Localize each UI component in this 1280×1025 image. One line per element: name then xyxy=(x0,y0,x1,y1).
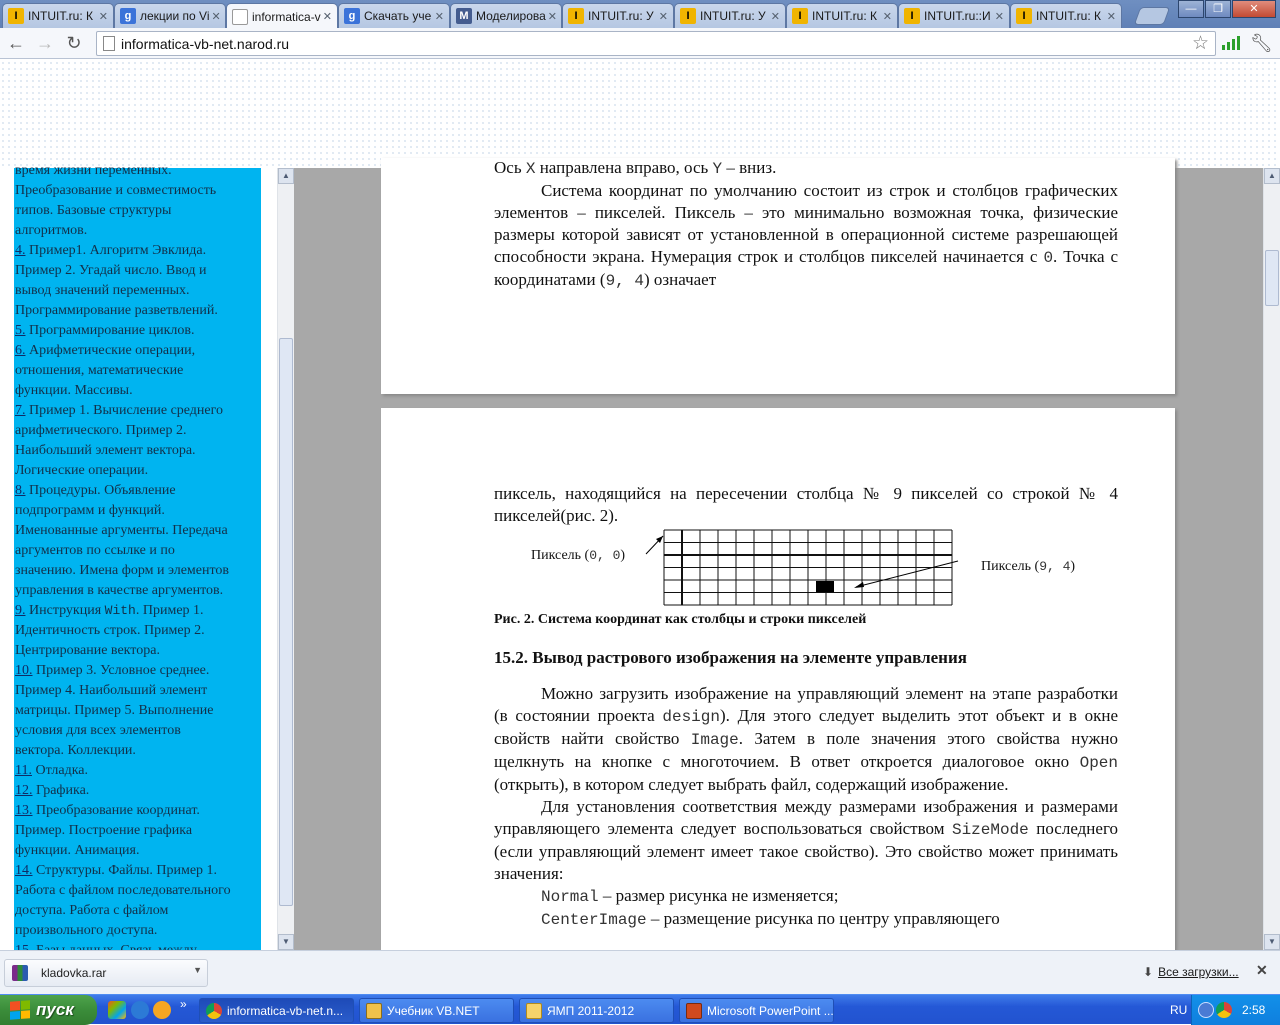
toc-item-text: Пример1. Алгоритм Эвклида. xyxy=(25,243,207,258)
scrollbar-thumb[interactable] xyxy=(1265,250,1279,306)
tab-intuit-2[interactable] xyxy=(562,3,674,28)
tab-intuit-4[interactable] xyxy=(786,3,898,28)
toc-link-14[interactable]: 14. xyxy=(15,863,33,878)
toc-line: Пример 4. Наибольший элемент xyxy=(15,683,208,698)
google-icon: g xyxy=(344,8,360,24)
tab-title: INTUIT.ru: У xyxy=(700,9,766,23)
intuit-icon: I xyxy=(904,8,920,24)
toc-line: значению. Имена форм и элементов xyxy=(15,563,230,578)
taskbar-button-chrome[interactable] xyxy=(199,998,354,1023)
toc-item-7 xyxy=(15,401,265,421)
toc-item-9 xyxy=(15,601,265,621)
sidebar-scrollbar[interactable] xyxy=(277,168,294,950)
toc-link-13[interactable]: 13. xyxy=(15,803,33,818)
close-icon[interactable]: ✕ xyxy=(658,10,668,23)
toc-line: Центрирование вектора. xyxy=(15,643,160,658)
document-scrollbar[interactable] xyxy=(1263,168,1280,950)
toc-item-text: Структуры. Файлы. Пример 1. xyxy=(32,863,218,878)
browser-toolbar xyxy=(0,28,1280,59)
close-icon[interactable]: ✕ xyxy=(770,10,780,23)
scroll-down-arrow-icon[interactable]: ▼ xyxy=(1264,934,1280,950)
page-icon xyxy=(232,9,248,25)
forward-button[interactable]: → xyxy=(36,33,54,53)
window-controls xyxy=(1177,0,1276,18)
toc-link-4[interactable]: 4. xyxy=(15,243,26,258)
tab-informatica[interactable] xyxy=(226,3,338,29)
start-label: пуск xyxy=(36,1000,74,1019)
toc-item-text: Процедуры. Объявление xyxy=(25,483,176,498)
task-label: Учебник VB.NET xyxy=(387,1003,480,1018)
chevron-down-icon[interactable]: ▼ xyxy=(193,965,202,975)
tab-intuit-3[interactable] xyxy=(674,3,786,28)
tab-download[interactable] xyxy=(338,3,450,28)
toc-line: Идентичность строк. Пример 2. xyxy=(15,623,205,638)
downloads-bar xyxy=(0,950,1280,994)
toc-link-10[interactable]: 10. xyxy=(15,663,33,678)
toc-line: Пример. Построение графика xyxy=(15,823,193,838)
scroll-down-arrow-icon[interactable]: ▼ xyxy=(278,934,294,950)
paragraph: Ось X направлена вправо, ось Y – вниз. xyxy=(494,158,777,178)
toc-item-11 xyxy=(15,761,265,781)
page-banner xyxy=(0,60,1280,168)
close-icon[interactable]: ✕ xyxy=(434,10,444,23)
toc-item-12 xyxy=(15,781,265,801)
back-button[interactable]: ← xyxy=(7,33,25,53)
figure-label-left: Пиксель (0, 0) xyxy=(531,548,626,563)
download-item[interactable] xyxy=(4,959,208,987)
sidebar-toc xyxy=(14,163,261,950)
toc-line: произвольного доступа. xyxy=(15,923,158,938)
url-text[interactable]: informatica-vb-net.narod.ru xyxy=(121,36,290,52)
toc-link-5[interactable]: 5. xyxy=(15,323,26,338)
intuit-icon: I xyxy=(792,8,808,24)
system-tray xyxy=(1191,995,1280,1025)
paragraph: Для установления соответствия между размерами изображения и размерами управляющего элемента следует воспользоваться свойством SizeMode последнего (если управляющий элемент имеет такое свойство). Это свойство может принимать значения: xyxy=(494,797,1119,883)
task-label: Microsoft PowerPoint ... xyxy=(707,1003,834,1018)
paragraph: Система координат по умолчанию состоит из строк и столбцов графических элементов – пикселей. Пиксель – это минимально возможная точка, физические размеры которой зависят от установленной в операционной системе разрешающей способности экрана. Нумерация строк и столбцов пикселей начинается с 0. Точка с координатами (9, 4) означает xyxy=(494,181,1119,290)
close-icon[interactable]: ✕ xyxy=(994,10,1004,23)
tab-title: INTUIT.ru: У xyxy=(588,9,654,23)
internet-explorer-icon[interactable] xyxy=(131,1001,149,1019)
document-page xyxy=(381,408,1175,968)
page-text xyxy=(494,483,1118,931)
page-text xyxy=(494,157,1118,292)
toc-line: алгоритмов. xyxy=(15,223,88,238)
toc-line: время жизни переменных. xyxy=(15,163,172,178)
toc-line: аргументов по ссылке и по xyxy=(15,543,175,558)
language-indicator[interactable]: RU xyxy=(1170,1003,1188,1017)
google-icon: g xyxy=(120,8,136,24)
list-item: CenterImage – размещение рисунка по центру управляющего xyxy=(541,909,1000,929)
start-button[interactable] xyxy=(0,995,97,1025)
clock: 2:58 xyxy=(1242,1003,1266,1017)
list-item: Normal – размер рисунка не изменяется; xyxy=(541,886,839,906)
toc-item-text: Арифметические операции, xyxy=(25,343,196,358)
toc-line: Логические операции. xyxy=(15,463,149,478)
folder-icon xyxy=(526,1003,542,1019)
address-bar[interactable] xyxy=(96,31,1216,56)
task-label: ЯМП 2011-2012 xyxy=(547,1003,635,1018)
toc-line: функции. Анимация. xyxy=(15,843,140,858)
close-icon[interactable]: ✕ xyxy=(882,10,892,23)
toc-link-11[interactable]: 11. xyxy=(15,763,32,778)
close-window-button[interactable]: ✕ xyxy=(1232,0,1276,18)
toc-item-text: Инструкция xyxy=(25,603,105,618)
toc-item-10 xyxy=(15,661,265,681)
toc-link-6[interactable]: 6. xyxy=(15,343,26,358)
paragraph: пиксель, находящийся на пересечении столбца № 9 пикселей со строкой № 4 пикселей(рис. 2). xyxy=(494,484,1118,525)
toc-line: Именованные аргументы. Передача xyxy=(15,523,228,538)
intuit-icon: I xyxy=(568,8,584,24)
toc-line: подпрограмм и функций. xyxy=(15,503,165,518)
tab-title: лекции по Vi xyxy=(140,9,210,23)
scroll-up-arrow-icon[interactable]: ▲ xyxy=(1264,168,1280,184)
section-heading: 15.2. Вывод растрового изображения на элементе управления xyxy=(494,648,967,667)
toc-line: Пример 2. Угадай число. Ввод и xyxy=(15,263,207,278)
figure-caption: Рис. 2. Система координат как столбцы и строки пикселей xyxy=(494,612,867,627)
toc-line: вектора. Коллекции. xyxy=(15,743,136,758)
toc-item-text: Графика. xyxy=(32,783,90,798)
tab-intuit-6[interactable] xyxy=(1010,3,1122,28)
toc-link-9[interactable]: 9. xyxy=(15,603,26,618)
document-icon xyxy=(366,1003,382,1019)
bookmark-star-icon[interactable]: ☆ xyxy=(1191,33,1209,54)
intuit-icon: I xyxy=(1016,8,1032,24)
toc-line: арифметического. Пример 2. xyxy=(15,423,187,438)
tab-lectures[interactable] xyxy=(114,3,226,28)
tab-title: INTUIT.ru: К xyxy=(812,9,877,23)
close-icon[interactable]: ✕ xyxy=(211,10,221,23)
show-desktop-icon[interactable] xyxy=(108,1001,126,1019)
chevron-right-icon[interactable]: » xyxy=(180,997,187,1011)
reload-button[interactable]: ↻ xyxy=(66,33,82,53)
close-icon[interactable]: ✕ xyxy=(1106,10,1116,23)
tray-arrow-icon[interactable] xyxy=(1198,1002,1214,1018)
tab-title: INTUIT.ru: К xyxy=(28,9,93,23)
tab-title: Скачать уче xyxy=(364,9,432,23)
toc-code: With xyxy=(104,603,136,618)
toc-item-13 xyxy=(15,801,265,821)
media-player-icon[interactable] xyxy=(153,1001,171,1019)
minimize-button[interactable]: — xyxy=(1178,0,1204,18)
toc-line: управления в качестве аргументов. xyxy=(15,583,224,598)
powerpoint-icon xyxy=(686,1003,702,1019)
toc-link-12[interactable]: 12. xyxy=(15,783,33,798)
toc-line: Работа с файлом последовательного xyxy=(15,883,231,898)
tab-title: INTUIT.ru: К xyxy=(1036,9,1101,23)
toc-item-text: Пример 1. Вычисление среднего xyxy=(25,403,224,418)
paragraph: Можно загрузить изображение на управляющий элемент на этапе разработки (в состоянии проекта design). Для этого следует выделить этот объект и в окне свойств найти свойство Image. Затем в поле значения этого свойства нужно щелкнуть на кнопке с многоточием. В ответ откроется диалоговое окно Open (открыть), в котором следует выбрать файл, содержащий изображение. xyxy=(494,684,1119,794)
intuit-icon: I xyxy=(8,8,24,24)
signal-bars-icon[interactable] xyxy=(1222,36,1240,50)
tab-modeling[interactable] xyxy=(450,3,562,28)
all-downloads-link[interactable] xyxy=(1143,965,1239,979)
toc-item-6 xyxy=(15,341,265,361)
toc-line: матрицы. Пример 5. Выполнение xyxy=(15,703,214,718)
archive-icon xyxy=(12,965,28,981)
toc-item-14 xyxy=(15,861,265,881)
toc-line: доступа. Работа с файлом xyxy=(15,903,169,918)
toc-list xyxy=(15,161,265,961)
close-icon[interactable]: ✕ xyxy=(1256,962,1268,978)
toc-line: вывод значений переменных. xyxy=(15,283,190,298)
tab-title: Моделирова xyxy=(476,9,546,23)
pixel-grid-figure xyxy=(494,529,1118,611)
toc-item-text: Отладка. xyxy=(31,763,88,778)
task-label: informatica-vb-net.n... xyxy=(227,1003,344,1018)
toc-item-text: Преобразование координат. xyxy=(32,803,200,818)
windows-logo-icon xyxy=(10,1000,30,1019)
intuit-icon: I xyxy=(680,8,696,24)
toc-item-text: Пример 3. Условное среднее. xyxy=(32,663,210,678)
wrench-icon[interactable]: 🔧︎ xyxy=(1250,33,1273,53)
download-filename: kladovka.rar xyxy=(41,966,107,980)
close-icon[interactable]: ✕ xyxy=(322,11,332,23)
chrome-icon xyxy=(206,1003,222,1019)
toc-line: условия для всех элементов xyxy=(15,723,181,738)
chrome-tray-icon[interactable] xyxy=(1216,1002,1232,1018)
all-downloads-label: Все загрузки... xyxy=(1158,965,1239,979)
toc-line: Преобразование и совместимость xyxy=(15,183,217,198)
highlighted-pixel xyxy=(816,581,834,592)
toc-item-4 xyxy=(15,241,265,261)
toc-link-7[interactable]: 7. xyxy=(15,403,26,418)
toc-line: Наибольший элемент вектора. xyxy=(15,443,196,458)
taskbar xyxy=(0,994,1280,1024)
tab-intuit-1[interactable] xyxy=(2,3,114,28)
maximize-button[interactable]: ❐ xyxy=(1205,0,1231,18)
toc-item-text: . Пример 1. xyxy=(135,603,204,618)
pointer-arrow-right xyxy=(852,557,992,593)
close-icon[interactable]: ✕ xyxy=(547,10,558,23)
toc-item-5 xyxy=(15,321,265,341)
toc-item-text: Программирование циклов. xyxy=(25,323,195,338)
page-icon xyxy=(103,36,115,51)
tab-strip xyxy=(0,0,1280,28)
tab-title: INTUIT.ru::И xyxy=(924,9,991,23)
download-arrow-icon: ⬇ xyxy=(1143,965,1154,979)
toc-line: отношения, математические xyxy=(15,363,184,378)
taskbar-button-powerpoint[interactable] xyxy=(679,998,834,1023)
tab-title: informatica-v xyxy=(252,9,321,24)
new-tab-button[interactable] xyxy=(1134,7,1171,25)
tab-intuit-5[interactable] xyxy=(898,3,1010,28)
taskbar-button-word[interactable] xyxy=(359,998,514,1023)
toc-line: Программирование разветвлений. xyxy=(15,303,218,318)
scroll-up-arrow-icon[interactable]: ▲ xyxy=(278,168,294,184)
toc-link-8[interactable]: 8. xyxy=(15,483,26,498)
toc-line: функции. Массивы. xyxy=(15,383,133,398)
document-viewer xyxy=(294,158,1263,950)
toc-line: типов. Базовые структуры xyxy=(15,203,172,218)
close-icon[interactable]: ✕ xyxy=(98,10,108,23)
scrollbar-thumb[interactable] xyxy=(279,338,293,906)
figure-label-right: Пиксель (9, 4) xyxy=(981,559,1076,574)
document-page xyxy=(381,158,1175,394)
site-icon: M xyxy=(456,8,472,24)
taskbar-button-folder[interactable] xyxy=(519,998,674,1023)
toc-item-8 xyxy=(15,481,265,501)
